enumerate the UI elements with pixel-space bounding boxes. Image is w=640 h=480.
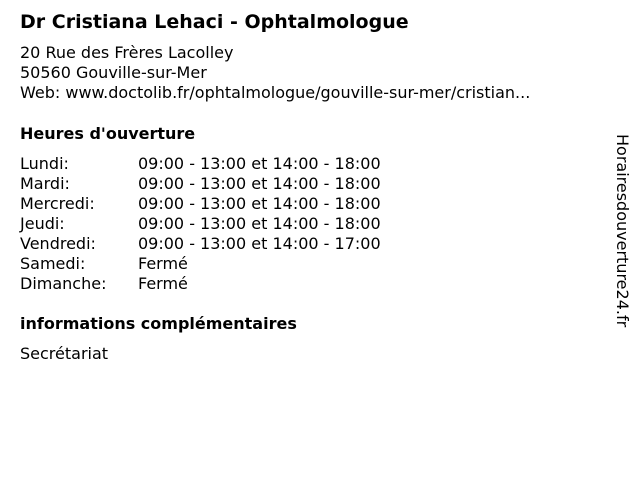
time-value: Fermé: [138, 274, 188, 293]
time-value: 09:00 - 13:00 et 14:00 - 17:00: [138, 234, 381, 253]
additional-info-heading: informations complémentaires: [20, 314, 297, 333]
watermark-text: Horairesdouverture24.fr: [613, 134, 632, 328]
time-value: 09:00 - 13:00 et 14:00 - 18:00: [138, 174, 381, 193]
time-value: 09:00 - 13:00 et 14:00 - 18:00: [138, 154, 381, 173]
site-watermark: [612, 134, 632, 344]
day-label: Mercredi:: [20, 194, 95, 213]
website-link[interactable]: Web: www.doctolib.fr/ophtalmologue/gouville-sur-mer/cristian...: [20, 83, 531, 102]
time-value: Fermé: [138, 254, 188, 273]
additional-info-text: Secrétariat: [20, 344, 109, 363]
day-label: Vendredi:: [20, 234, 96, 253]
street-address: 20 Rue des Frères Lacolley: [20, 43, 234, 62]
day-label: Lundi:: [20, 154, 69, 173]
time-value: 09:00 - 13:00 et 14:00 - 18:00: [138, 214, 381, 233]
day-label: Mardi:: [20, 174, 70, 193]
day-label: Dimanche:: [20, 274, 107, 293]
address-block: [20, 43, 530, 103]
page-title: Dr Cristiana Lehaci - Ophtalmologue: [20, 11, 409, 33]
day-label: Samedi:: [20, 254, 86, 273]
city-address: 50560 Gouville-sur-Mer: [20, 63, 207, 82]
time-value: 09:00 - 13:00 et 14:00 - 18:00: [138, 194, 381, 213]
day-label: Jeudi:: [20, 214, 65, 233]
opening-hours-heading: Heures d'ouverture: [20, 124, 196, 143]
